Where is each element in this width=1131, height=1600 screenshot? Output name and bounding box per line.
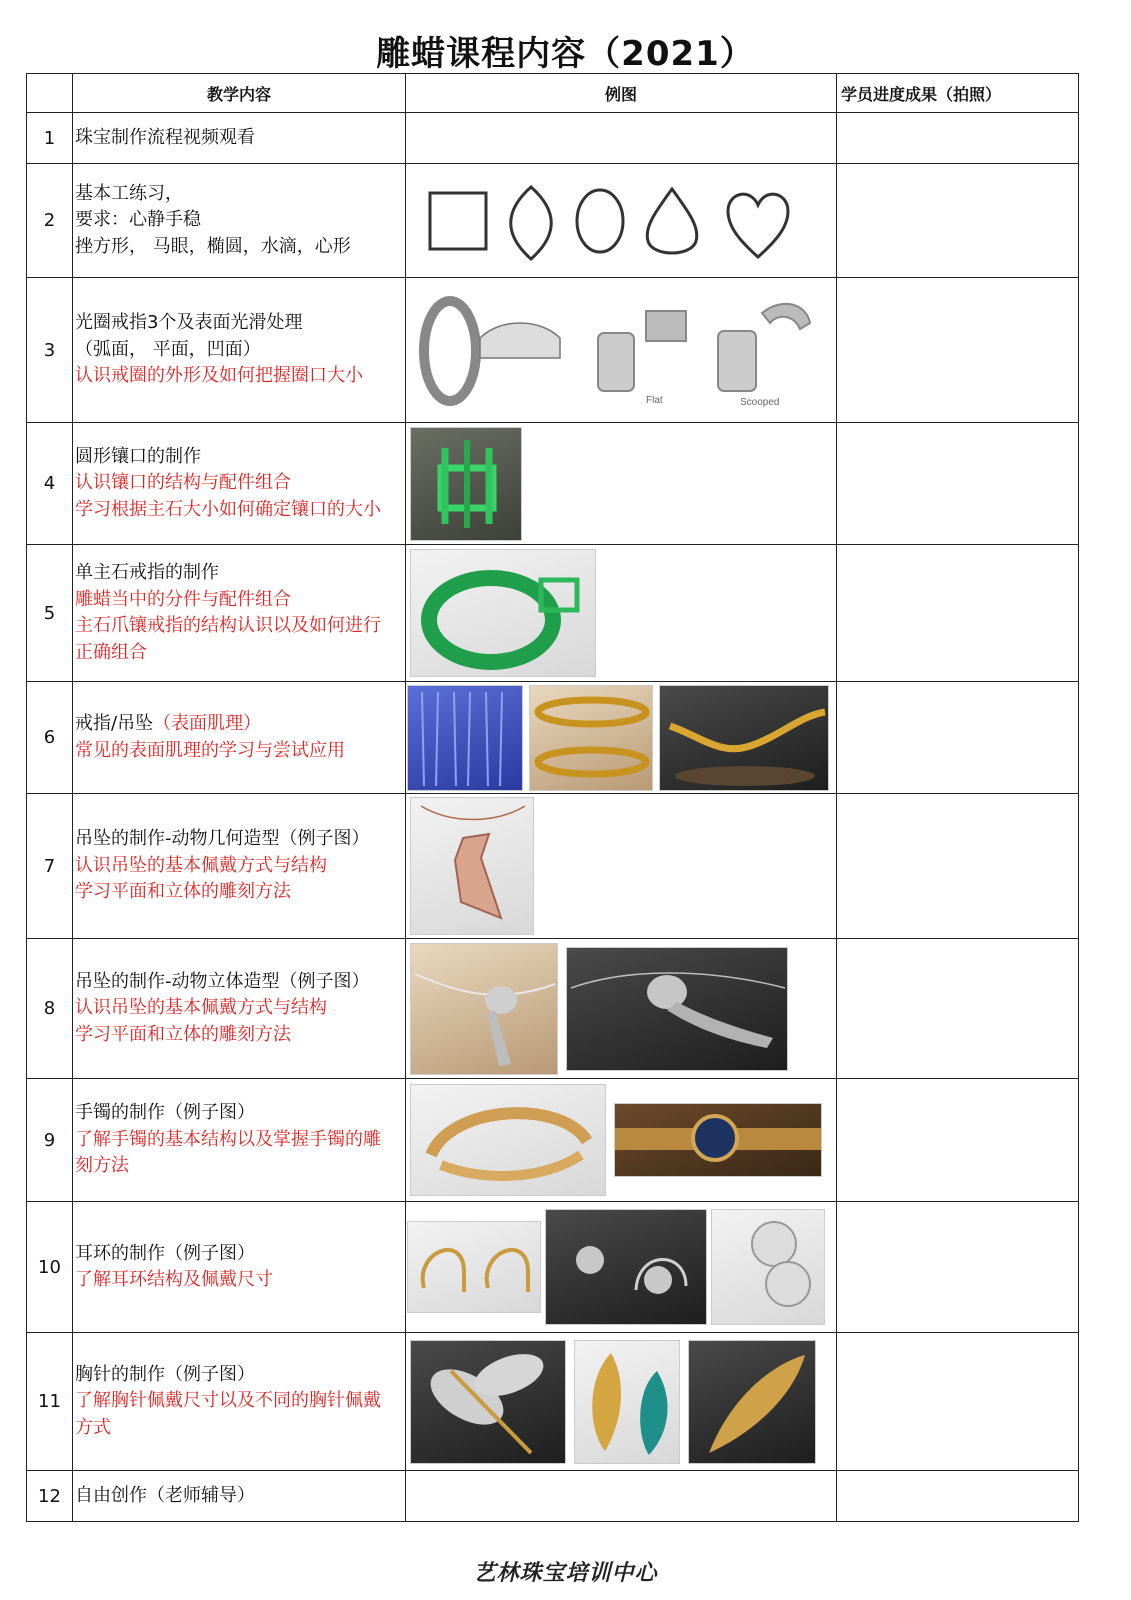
header-picture: 例图 — [406, 74, 837, 113]
gold-rings-icon — [530, 686, 653, 791]
content-line: 耳环的制作（例子图） — [75, 1242, 255, 1264]
content-line: 刻方法 — [75, 1155, 129, 1177]
table-row — [27, 1333, 1079, 1471]
ring-profiles-illustration — [410, 283, 833, 418]
row-content — [73, 1333, 406, 1471]
row-number: 3 — [27, 278, 73, 423]
cuff-bangle-icon — [411, 1085, 606, 1196]
row-picture-cell — [406, 794, 837, 939]
row-content — [73, 164, 406, 278]
frog-earring-icon — [546, 1210, 707, 1325]
progress-cell[interactable] — [837, 682, 1079, 794]
table-row — [27, 278, 1079, 423]
square-shape — [430, 193, 486, 249]
content-line: 主石爪镶戒指的结构认识以及如何进行 — [75, 615, 381, 636]
row-number: 7 — [27, 794, 73, 939]
wax-texture-icon — [408, 686, 523, 791]
table-row — [27, 939, 1079, 1079]
content-line: 自由创作（老师辅导） — [75, 1484, 255, 1506]
row-picture-cell — [406, 1333, 837, 1471]
textured-rings-photo — [529, 685, 653, 791]
content-text: 戒指/吊坠 — [75, 713, 154, 734]
gold-leaf-brooch-photo — [688, 1340, 816, 1464]
wax-ring-icon — [411, 550, 596, 677]
course-table — [26, 73, 1079, 1522]
flat-profile-icon — [646, 311, 686, 341]
wax-ring-photo — [410, 549, 596, 677]
table-row — [27, 794, 1079, 939]
table-row — [27, 1079, 1079, 1202]
scooped-label: Scooped — [740, 396, 780, 408]
hook-earrings-photo — [407, 1221, 541, 1313]
row-content — [73, 423, 406, 545]
content-line: 常见的表面肌理的学习与尝试应用 — [75, 739, 345, 761]
content-line: 圆形镶口的制作 — [75, 445, 201, 467]
table-row — [27, 545, 1079, 682]
texture-wax-photo — [407, 685, 523, 791]
geometric-animal-pendant-photo — [410, 797, 534, 935]
content-line: （弧面， 平面，凹面） — [75, 338, 261, 360]
content-line: 正确组合 — [75, 641, 147, 663]
row-content — [73, 1471, 406, 1522]
row-number: 9 — [27, 1079, 73, 1202]
marquise-shape — [511, 187, 552, 259]
row-picture-cell — [406, 278, 837, 423]
table-header-row — [27, 74, 1079, 113]
gold-hook-earring-icon — [408, 1222, 541, 1313]
table-row — [27, 1202, 1079, 1333]
content-line: 胸针的制作（例子图） — [75, 1363, 255, 1385]
teardrop-shape — [647, 189, 697, 253]
content-line: 学习平面和立体的雕刻方法 — [75, 881, 291, 903]
content-line: 挫方形， 马眼，椭圆，水滴，心形 — [75, 235, 351, 257]
gem-bangle-icon — [615, 1104, 822, 1177]
row-number: 11 — [27, 1333, 73, 1471]
row-number: 2 — [27, 164, 73, 278]
row-number: 8 — [27, 939, 73, 1079]
row-content — [73, 794, 406, 939]
row-picture-cell — [406, 545, 837, 682]
row-picture-cell — [406, 164, 837, 278]
content-line: 学习平面和立体的雕刻方法 — [75, 1023, 291, 1045]
ring-sketch-icon — [424, 301, 476, 401]
row-content — [73, 1202, 406, 1333]
progress-cell[interactable] — [837, 794, 1079, 939]
content-highlight: （表面肌理） — [153, 713, 262, 734]
progress-cell[interactable] — [837, 1471, 1079, 1522]
oval-shape — [577, 190, 623, 252]
ring-profile-icon — [480, 323, 560, 358]
progress-cell[interactable] — [837, 1202, 1079, 1333]
content-line: 方式 — [75, 1416, 111, 1438]
header-number — [27, 74, 73, 113]
row-content — [73, 1079, 406, 1202]
table-row — [27, 164, 1079, 278]
content-line: 光圈戒指3个及表面光滑处理 — [75, 312, 303, 334]
scooped-profile-icon — [762, 303, 810, 328]
content-line: 学习根据主石大小如何确定镶口的大小 — [75, 498, 381, 520]
scooped-ring-icon — [718, 331, 756, 391]
row-content — [73, 278, 406, 423]
wax-setting-photo — [410, 427, 522, 541]
row-number: 4 — [27, 423, 73, 545]
leaf-brooches-photo — [574, 1340, 680, 1464]
progress-cell[interactable] — [837, 545, 1079, 682]
row-content — [73, 682, 406, 794]
stretching-cat-pendant-photo — [566, 947, 788, 1071]
gold-branch-icon — [660, 686, 829, 791]
content-line: 吊坠的制作-动物几何造型（例子图） — [75, 828, 370, 850]
content-line: 单主石戒指的制作 — [75, 562, 219, 583]
content-line: 了解耳环结构及佩戴尺寸 — [75, 1269, 273, 1290]
content-line: 要求：心静手稳 — [75, 209, 201, 231]
row-content — [73, 939, 406, 1079]
leaf-brooch-icon — [575, 1341, 680, 1464]
progress-cell[interactable] — [837, 423, 1079, 545]
row-picture-cell — [406, 1471, 837, 1522]
monstera-leaf-earrings-photo — [711, 1209, 825, 1325]
content-line: 吊坠的制作-动物立体造型（例子图） — [75, 970, 370, 992]
row-content — [73, 113, 406, 164]
row-number: 6 — [27, 682, 73, 794]
content-line: 认识吊坠的基本佩戴方式与结构 — [75, 854, 327, 876]
wax-prong-setting-icon — [411, 428, 522, 541]
gold-branch-necklace-photo — [659, 685, 829, 791]
gold-leaf-icon — [689, 1341, 816, 1464]
progress-cell[interactable] — [837, 278, 1079, 423]
page-title: 雕蜡课程内容（2021） — [376, 34, 755, 74]
progress-cell[interactable] — [837, 164, 1079, 278]
dragonfly-brooch-photo — [410, 1340, 566, 1464]
table-row — [27, 113, 1079, 164]
basic-shapes-illustration — [410, 171, 833, 271]
cat-pendant-photo — [410, 943, 558, 1075]
content-line: 基本工练习， — [75, 182, 183, 204]
gold-cuff-bangle-photo — [410, 1084, 606, 1196]
row-picture-cell — [406, 682, 837, 794]
flat-label: Flat — [646, 394, 663, 406]
row-content — [73, 545, 406, 682]
row-picture-cell — [406, 1202, 837, 1333]
row-number: 5 — [27, 545, 73, 682]
content-line: 认识吊坠的基本佩戴方式与结构 — [75, 997, 327, 1019]
footer-organization: 艺林珠宝培训中心 — [473, 1561, 658, 1586]
content-line: 认识戒圈的外形及如何把握圈口大小 — [75, 365, 363, 387]
leaf-earring-icon — [712, 1210, 825, 1325]
row-number: 1 — [27, 113, 73, 164]
row-number: 12 — [27, 1471, 73, 1522]
content-line: 珠宝制作流程视频观看 — [75, 126, 255, 148]
progress-cell[interactable] — [837, 1079, 1079, 1202]
header-content: 教学内容 — [73, 74, 406, 113]
dragonfly-brooch-icon — [411, 1341, 566, 1464]
content-line: 了解胸针佩戴尺寸以及不同的胸针佩戴 — [75, 1390, 381, 1412]
gemstone-bangle-photo — [614, 1103, 822, 1177]
row-picture-cell — [406, 113, 837, 164]
content-line — [75, 711, 405, 738]
content-line: 了解手镯的基本结构以及掌握手镯的雕 — [75, 1128, 381, 1150]
table-row — [27, 423, 1079, 545]
flat-ring-icon — [598, 333, 634, 391]
cat-stretch-icon — [567, 948, 788, 1071]
row-picture-cell — [406, 939, 837, 1079]
content-line: 认识镶口的结构与配件组合 — [75, 472, 291, 494]
row-number: 10 — [27, 1202, 73, 1333]
silver-frog-earrings-photo — [545, 1209, 707, 1325]
progress-cell[interactable] — [837, 1333, 1079, 1471]
content-line: 手镯的制作（例子图） — [75, 1102, 255, 1124]
progress-cell[interactable] — [837, 113, 1079, 164]
progress-cell[interactable] — [837, 939, 1079, 1079]
table-row — [27, 1471, 1079, 1522]
header-progress: 学员进度成果（拍照） — [837, 74, 1079, 113]
row-picture-cell — [406, 1079, 837, 1202]
cat-pendant-icon — [411, 944, 558, 1075]
horse-pendant-icon — [411, 798, 534, 935]
row-picture-cell — [406, 423, 837, 545]
heart-shape — [728, 194, 788, 257]
table-row — [27, 682, 1079, 794]
content-line: 雕蜡当中的分件与配件组合 — [75, 588, 291, 610]
